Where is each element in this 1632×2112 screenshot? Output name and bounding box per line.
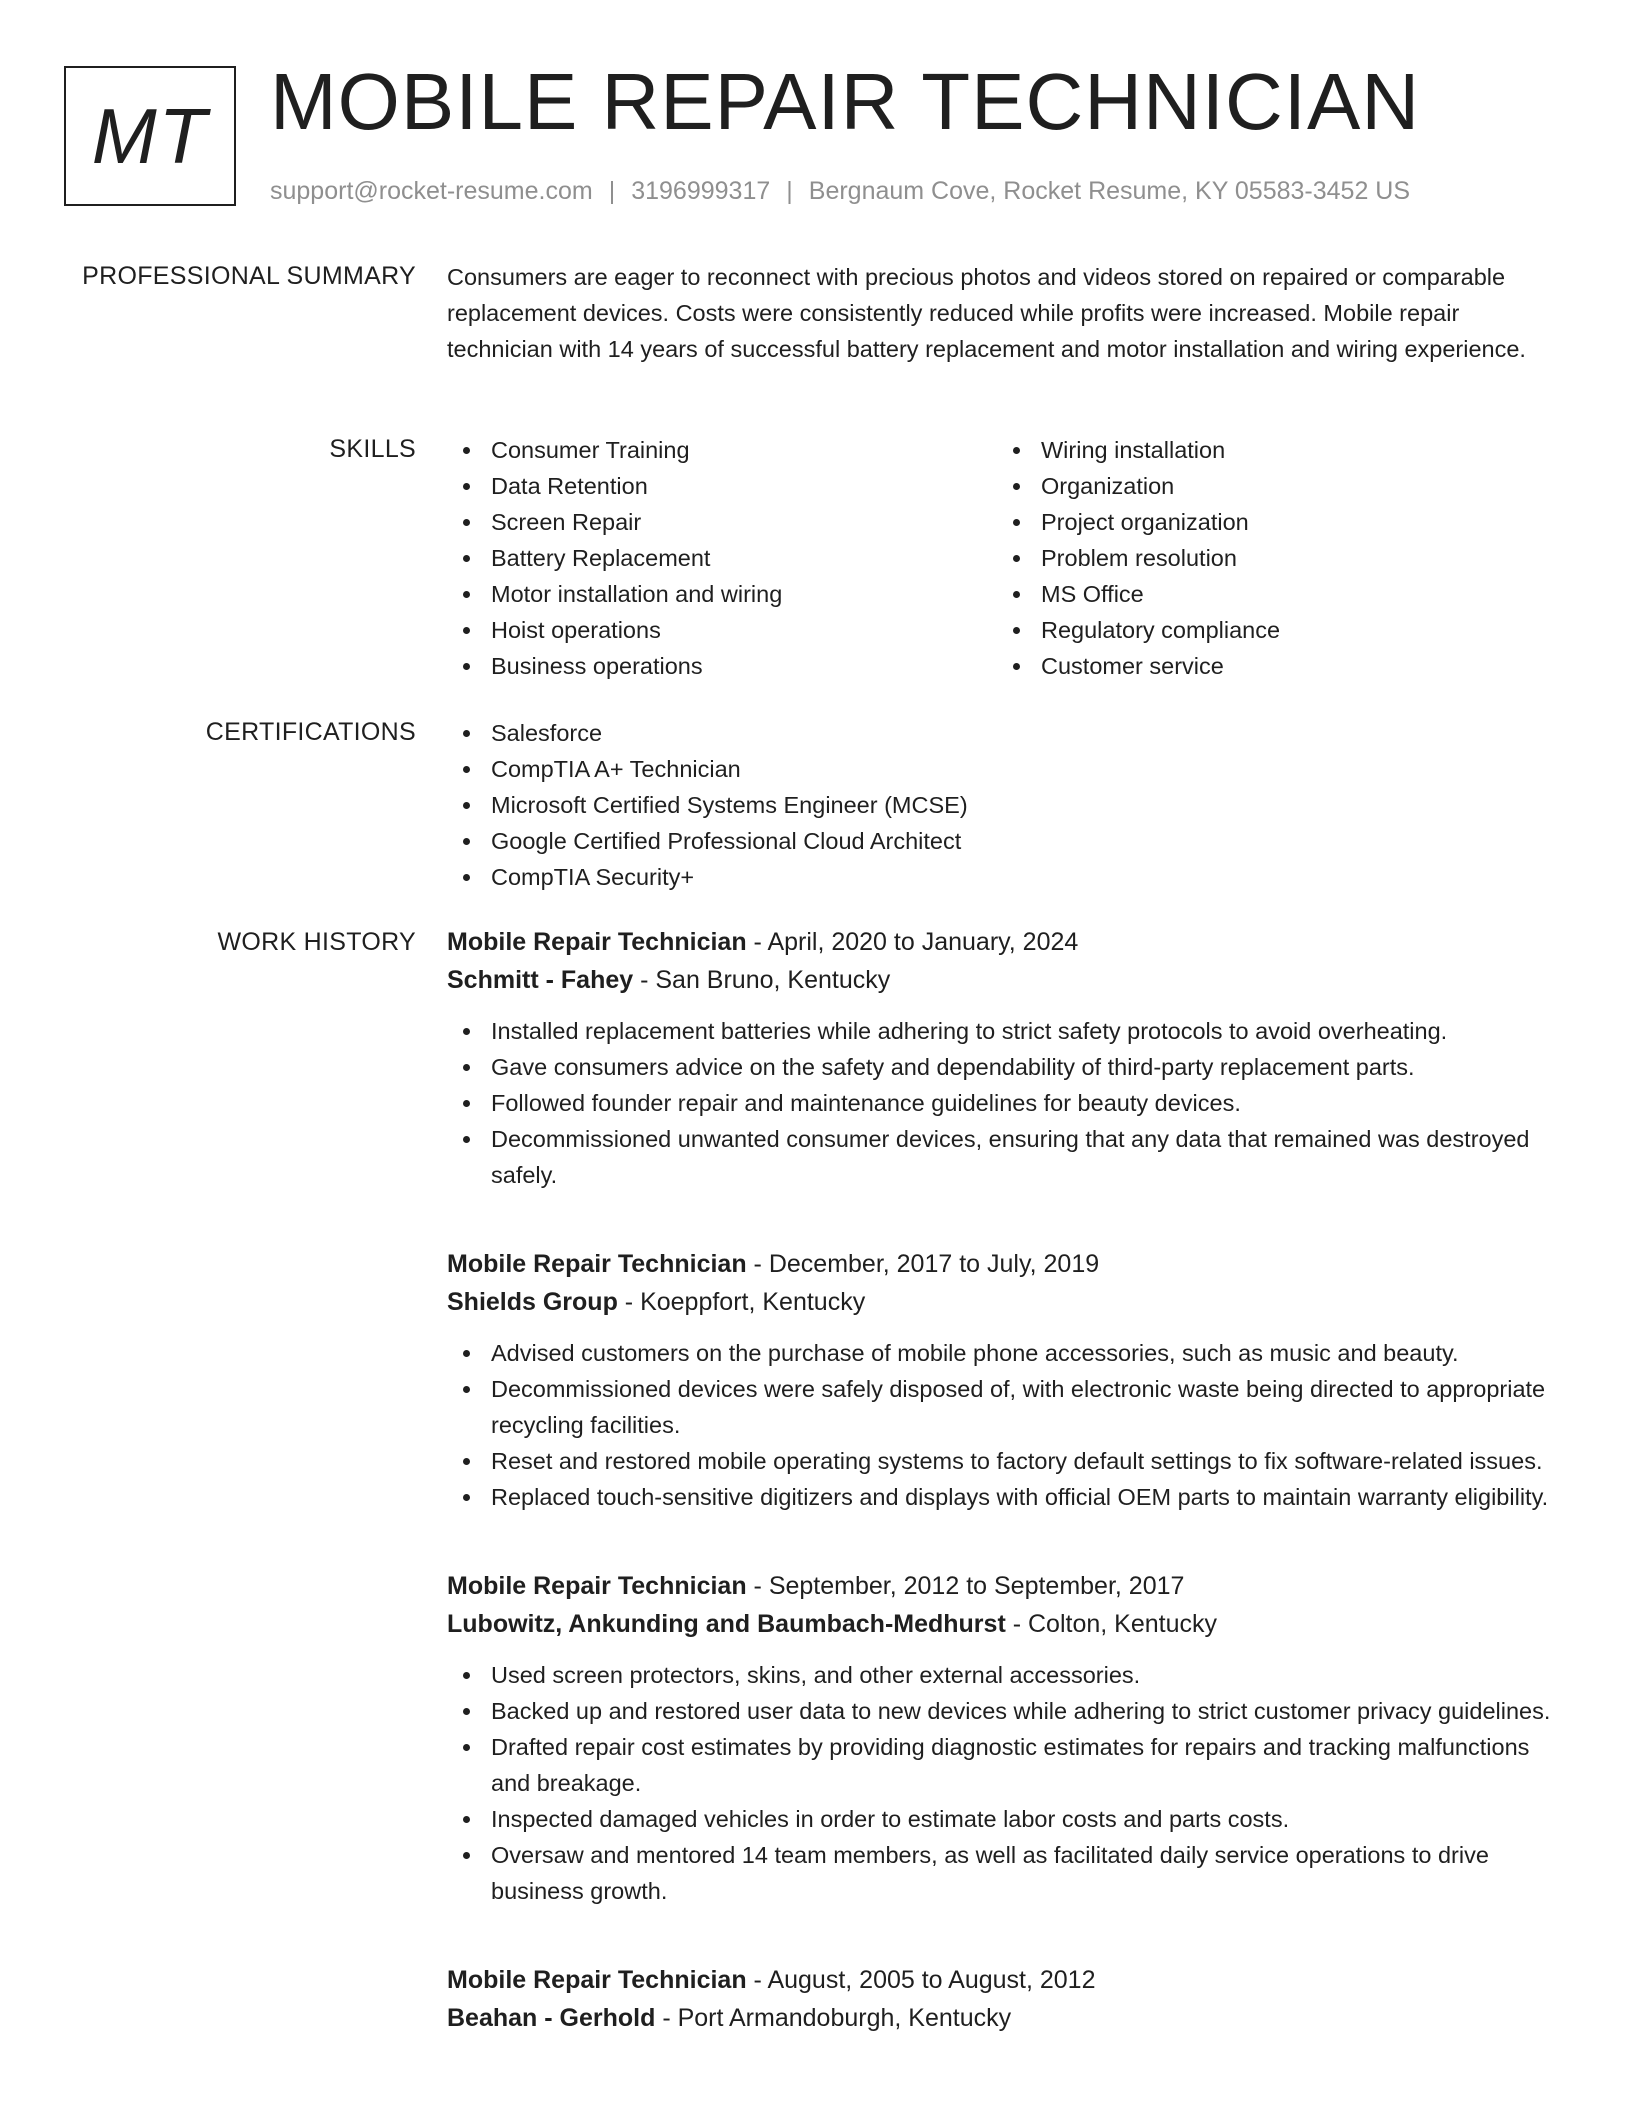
list-item: Hoist operations [447, 612, 997, 648]
list-item: Drafted repair cost estimates by providing diagnostic estimates for repairs and tracking malfunctions and breakage. [447, 1729, 1567, 1801]
skills-heading: SKILLS [329, 435, 416, 463]
skills-list-right [997, 432, 1547, 684]
job-location: - Colton, Kentucky [1005, 1610, 1217, 1638]
job-location: - Port Armandoburgh, Kentucky [655, 2004, 1012, 2032]
job-title-line [447, 1567, 1567, 1605]
summary-heading: PROFESSIONAL SUMMARY [82, 262, 416, 290]
contact-address: Bergnaum Cove, Rocket Resume, KY 05583-3452 US [808, 177, 1411, 205]
job-location: - Koeppfort, Kentucky [617, 1288, 866, 1316]
list-item: Microsoft Certified Systems Engineer (MCSE) [447, 787, 1567, 823]
list-item: Business operations [447, 648, 997, 684]
contact-email: support@rocket-resume.com [270, 177, 593, 205]
job-title: Mobile Repair Technician [447, 1250, 747, 1278]
contact-line [270, 174, 1410, 208]
job-title-line [447, 923, 1567, 961]
job-company-line [447, 1605, 1567, 1643]
list-item: Organization [997, 468, 1547, 504]
job-bullets [447, 1657, 1567, 1909]
job-dates: - December, 2017 to July, 2019 [746, 1250, 1100, 1278]
certifications-section [447, 715, 1567, 895]
work-history-section [447, 923, 1567, 2037]
skills-list-left [447, 432, 997, 684]
list-item: Customer service [997, 648, 1547, 684]
work-history-heading: WORK HISTORY [217, 928, 416, 956]
job-bullets [447, 1013, 1567, 1193]
list-item: Decommissioned devices were safely disposed of, with electronic waste being directed to appropriate recycling facilities. [447, 1371, 1567, 1443]
list-item: Salesforce [447, 715, 1567, 751]
list-item: MS Office [997, 576, 1547, 612]
list-item: Data Retention [447, 468, 997, 504]
list-item: Google Certified Professional Cloud Architect [447, 823, 1567, 859]
summary-text: Consumers are eager to reconnect with precious photos and videos stored on repaired or comparable replacement devices. Costs were consistently reduced while profits were increased. Mobile repair technician with 14 years of successful battery replacement and motor installation and wiring experience. [447, 264, 1526, 362]
list-item: Advised customers on the purchase of mobile phone accessories, such as music and beauty. [447, 1335, 1567, 1371]
list-item: Decommissioned unwanted consumer devices, ensuring that any data that remained was destroyed safely. [447, 1121, 1567, 1193]
list-item: Gave consumers advice on the safety and dependability of third-party replacement parts. [447, 1049, 1567, 1085]
contact-separator: | [786, 177, 793, 205]
list-item: Inspected damaged vehicles in order to estimate labor costs and parts costs. [447, 1801, 1567, 1837]
job-company-line [447, 1283, 1567, 1321]
contact-separator: | [608, 177, 616, 205]
contact-phone: 3196999317 [631, 177, 771, 205]
list-item: Reset and restored mobile operating systems to factory default settings to fix software-related issues. [447, 1443, 1567, 1479]
job-company-line [447, 1999, 1567, 2037]
list-item: CompTIA A+ Technician [447, 751, 1567, 787]
job-dates: - April, 2020 to January, 2024 [746, 928, 1079, 956]
summary-section [447, 259, 1567, 367]
job-title: Mobile Repair Technician [447, 928, 747, 956]
job-title: Mobile Repair Technician [447, 1572, 747, 1600]
job-bullets [447, 1335, 1567, 1515]
list-item: CompTIA Security+ [447, 859, 1567, 895]
list-item: Project organization [997, 504, 1547, 540]
certifications-list [447, 715, 1567, 895]
job-company: Shields Group [447, 1288, 618, 1316]
job-location: - San Bruno, Kentucky [633, 966, 891, 994]
job-entry [447, 1961, 1567, 2037]
list-item: Regulatory compliance [997, 612, 1547, 648]
list-item: Problem resolution [997, 540, 1547, 576]
certifications-heading: CERTIFICATIONS [205, 718, 416, 746]
list-item: Wiring installation [997, 432, 1547, 468]
job-entry [447, 1567, 1567, 1909]
job-dates: - August, 2005 to August, 2012 [746, 1966, 1096, 1994]
job-dates: - September, 2012 to September, 2017 [746, 1572, 1185, 1600]
job-entry [447, 1245, 1567, 1515]
list-item: Used screen protectors, skins, and other external accessories. [447, 1657, 1567, 1693]
list-item: Battery Replacement [447, 540, 997, 576]
list-item: Followed founder repair and maintenance guidelines for beauty devices. [447, 1085, 1567, 1121]
job-title-line [447, 1245, 1567, 1283]
list-item: Consumer Training [447, 432, 997, 468]
resume-title: MOBILE REPAIR TECHNICIAN [270, 57, 1421, 146]
job-company-line [447, 961, 1567, 999]
job-company: Lubowitz, Ankunding and Baumbach-Medhurst [447, 1610, 1006, 1638]
list-item: Screen Repair [447, 504, 997, 540]
job-title: Mobile Repair Technician [447, 1966, 747, 1994]
job-title-line [447, 1961, 1567, 1999]
skills-section [447, 432, 1567, 684]
list-item: Installed replacement batteries while adhering to strict safety protocols to avoid overheating. [447, 1013, 1567, 1049]
monogram-initials: MT [91, 91, 209, 180]
job-company: Schmitt - Fahey [447, 966, 634, 994]
monogram [64, 66, 236, 206]
job-company: Beahan - Gerhold [447, 2004, 656, 2032]
list-item: Motor installation and wiring [447, 576, 997, 612]
job-entry [447, 923, 1567, 1193]
list-item: Replaced touch-sensitive digitizers and displays with official OEM parts to maintain warranty eligibility. [447, 1479, 1567, 1515]
list-item: Oversaw and mentored 14 team members, as well as facilitated daily service operations to drive business growth. [447, 1837, 1567, 1909]
list-item: Backed up and restored user data to new devices while adhering to strict customer privacy guidelines. [447, 1693, 1567, 1729]
